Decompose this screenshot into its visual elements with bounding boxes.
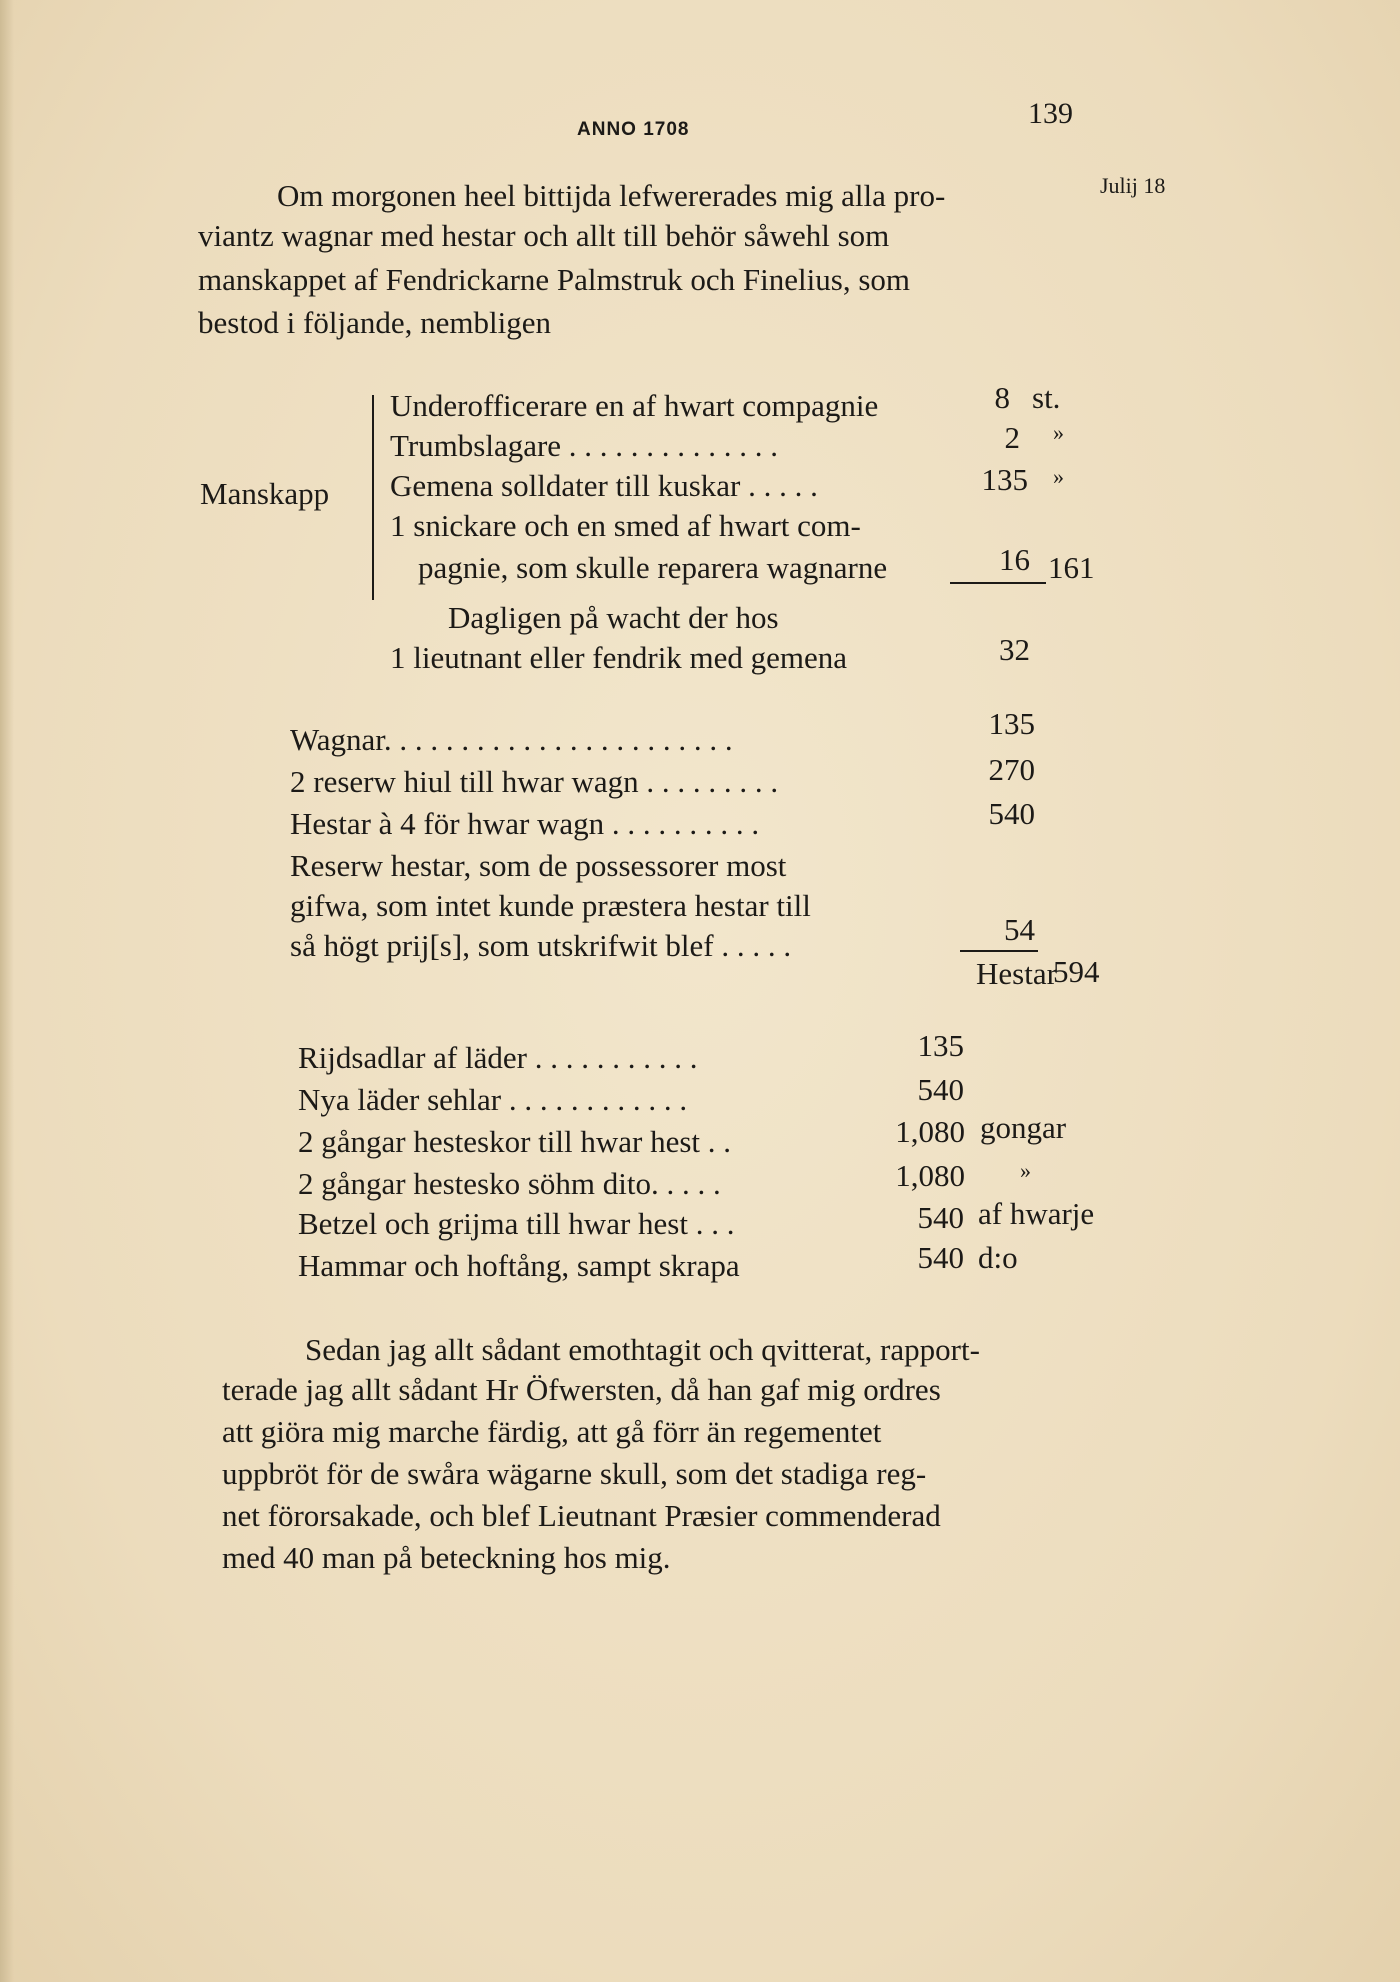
equipment-row-value: 540	[917, 1200, 964, 1235]
intro-line-3: manskappet af Fendrickarne Palmstruk och Finelius, som	[198, 262, 911, 297]
manskapp-row-unit: »	[1053, 464, 1064, 489]
equipment-row-value: 135	[917, 1028, 964, 1063]
equipment-row-text: Hammar och hoftång, sampt skrapa	[298, 1248, 740, 1283]
closing-line-3: att giöra mig marche färdig, att gå förr än regementet	[222, 1414, 882, 1449]
sum-underline	[960, 950, 1038, 952]
wagon-row-text: så högt prij[s], som utskrifwit blef . . . . .	[290, 928, 792, 963]
closing-line-5: net förorsakade, och blef Lieutnant Præsier commenderad	[222, 1498, 941, 1533]
manskapp-row-value: 16	[999, 542, 1030, 577]
margin-date-note: Julij 18	[1100, 173, 1166, 198]
horses-total-label: Hestar	[976, 956, 1057, 991]
manskapp-label: Manskapp	[200, 476, 330, 511]
manskapp-brace	[372, 395, 388, 600]
manskapp-row-text: Gemena solldater till kuskar . . . . .	[390, 468, 818, 503]
manskapp-row-value: 2	[1004, 420, 1020, 455]
horses-total: 594	[1053, 954, 1100, 989]
wagon-row-text: Reserw hestar, som de possessorer most	[290, 848, 787, 883]
manskapp-row-text: pagnie, som skulle reparera wagnarne	[418, 550, 888, 585]
page-number: 139	[1028, 97, 1073, 130]
equipment-row-unit: d:o	[978, 1240, 1018, 1275]
equipment-row-text: 2 gångar hestesko söhm dito. . . . .	[298, 1166, 721, 1201]
sum-underline	[950, 582, 1046, 584]
equipment-row-value: 1,080	[895, 1158, 965, 1193]
wagon-row-value: 540	[988, 796, 1035, 831]
closing-line-2: terade jag allt sådant Hr Öfwersten, då han gaf mig ordres	[222, 1372, 941, 1407]
closing-line-1: Sedan jag allt sådant emothtagit och qvitterat, rapport-	[305, 1332, 980, 1367]
wagon-row-text: Hestar à 4 för hwar wagn . . . . . . . . . .	[290, 806, 760, 841]
manskapp-row-unit: st.	[1032, 380, 1061, 415]
equipment-row-text: Rijdsadlar af läder . . . . . . . . . . .	[298, 1040, 698, 1075]
guard-line-1: Dagligen på wacht der hos	[448, 600, 779, 635]
wagon-row-value: 270	[988, 752, 1035, 787]
intro-line-4: bestod i följande, nembligen	[198, 305, 551, 340]
manskapp-row-text: Underofficerare en af hwart compagnie	[390, 388, 879, 423]
equipment-row-value: 1,080	[895, 1114, 965, 1149]
manskapp-row-text: 1 snickare och en smed af hwart com-	[390, 508, 861, 543]
intro-line-1: Om morgonen heel bittijda lefwererades mig alla pro-	[277, 178, 946, 213]
equipment-row-unit: af hwarje	[978, 1196, 1095, 1231]
equipment-row-text: Nya läder sehlar . . . . . . . . . . . .	[298, 1082, 688, 1117]
wagon-row-text: Wagnar. . . . . . . . . . . . . . . . . . . . . . .	[290, 722, 733, 757]
manskapp-row-unit: »	[1053, 420, 1064, 445]
running-title: ANNO 1708	[577, 119, 690, 140]
equipment-row-unit: gongar	[980, 1110, 1067, 1145]
intro-line-2: viantz wagnar med hestar och allt till behör såwehl som	[198, 218, 890, 253]
equipment-row-text: Betzel och grijma till hwar hest . . .	[298, 1206, 735, 1241]
wagon-row-text: gifwa, som intet kunde præstera hestar till	[290, 888, 811, 923]
equipment-row-text: 2 gångar hesteskor till hwar hest . .	[298, 1124, 732, 1159]
guard-value: 32	[999, 632, 1030, 667]
wagon-row-text: 2 reserw hiul till hwar wagn . . . . . . . . .	[290, 764, 779, 799]
guard-line-2: 1 lieutnant eller fendrik med gemena	[390, 640, 848, 675]
equipment-row-unit: »	[1020, 1158, 1031, 1183]
page-gutter-shadow	[0, 0, 14, 1982]
closing-line-4: uppbröt för de swåra wägarne skull, som det stadiga reg-	[222, 1456, 927, 1491]
wagon-row-value: 135	[988, 706, 1035, 741]
manskapp-row-text: Trumbslagare . . . . . . . . . . . . . .	[390, 428, 779, 463]
closing-line-6: med 40 man på beteckning hos mig.	[222, 1540, 671, 1575]
equipment-row-value: 540	[917, 1072, 964, 1107]
manskapp-row-value: 135	[981, 462, 1028, 497]
manskapp-row-value: 8	[994, 380, 1010, 415]
manskapp-total: 161	[1048, 550, 1095, 585]
wagon-row-value: 54	[1004, 912, 1035, 947]
equipment-row-value: 540	[917, 1240, 964, 1275]
